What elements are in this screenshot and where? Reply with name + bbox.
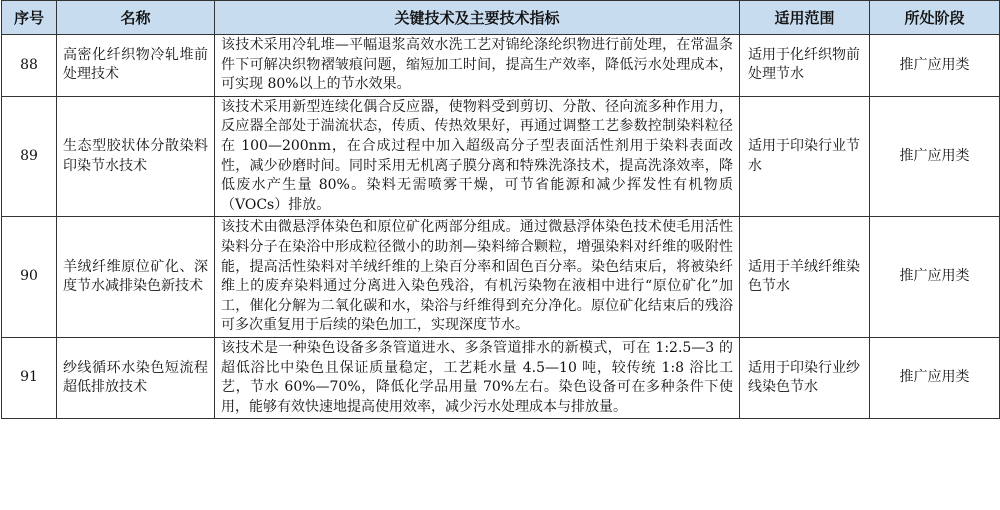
row-stage: 推广应用类 — [870, 96, 1000, 217]
row-num: 91 — [2, 337, 57, 418]
header-desc: 关键技术及主要技术指标 — [215, 1, 740, 35]
row-scope: 适用于印染行业节水 — [740, 96, 870, 217]
row-name: 纱线循环水染色短流程超低排放技术 — [57, 337, 215, 418]
row-scope: 适用于印染行业纱线染色节水 — [740, 337, 870, 418]
row-stage: 推广应用类 — [870, 35, 1000, 97]
row-stage: 推广应用类 — [870, 337, 1000, 418]
row-scope: 适用于化纤织物前处理节水 — [740, 35, 870, 97]
row-desc: 该技术是一种染色设备多条管道进水、多条管道排水的新模式，可在 1:2.5—3 的超低浴比中染色且保证质量稳定，工艺耗水量 4.5—10 吨，较传统 1:8 浴比工艺，节水 60%—70%，降低化学品用量 70%左右。染色设备可在多种条件下使用，能够有效快速地提高使用效率，减少污水处理成本与排放量。 — [215, 337, 740, 418]
table-row — [2, 35, 1000, 97]
table-row — [2, 337, 1000, 418]
row-num: 90 — [2, 217, 57, 338]
row-desc: 该技术采用新型连续化偶合反应器，使物料受到剪切、分散、径向流多种作用力，反应器全部处于湍流状态，传质、传热效果好，再通过调整工艺参数控制染料粒径在 100—200nm，在合成过程中加入超级高分子型表面活性剂用于染料表面改性，减少砂磨时间。同时采用无机离子膜分离和特殊洗涤技术，提高洗涤效率，降低废水产生量 80%。染料无需喷雾干燥，可节省能源和减少挥发性有机物质（VOCs）排放。 — [215, 96, 740, 217]
header-scope: 适用范围 — [740, 1, 870, 35]
row-stage: 推广应用类 — [870, 217, 1000, 338]
row-name: 羊绒纤维原位矿化、深度节水减排染色新技术 — [57, 217, 215, 338]
row-scope: 适用于羊绒纤维染色节水 — [740, 217, 870, 338]
header-num: 序号 — [2, 1, 57, 35]
row-name: 生态型胶状体分散染料印染节水技术 — [57, 96, 215, 217]
row-name: 高密化纤织物冷轧堆前处理技术 — [57, 35, 215, 97]
table-row — [2, 217, 1000, 338]
tech-table — [1, 0, 1000, 419]
row-num: 88 — [2, 35, 57, 97]
header-stage: 所处阶段 — [870, 1, 1000, 35]
header-name: 名称 — [57, 1, 215, 35]
table-header-row — [2, 1, 1000, 35]
table-row — [2, 96, 1000, 217]
row-desc: 该技术采用冷轧堆—平幅退浆高效水洗工艺对锦纶涤纶织物进行前处理，在常温条件下可解决织物褶皱痕问题，缩短加工时间，提高生产效率，降低污水处理成本，可实现 80%以上的节水效果。 — [215, 35, 740, 97]
row-desc: 该技术由微悬浮体染色和原位矿化两部分组成。通过微悬浮体染色技术使毛用活性染料分子在染浴中形成粒径微小的助剂—染料缔合颗粒，增强染料对纤维的吸附性能，提高活性染料对羊绒纤维的上染百分率和固色百分率。染色结束后，将被染纤维上的废弃染料通过分离进入染色残浴，有机污染物在液相中进行“原位矿化”加工，催化分解为二氧化碳和水，染浴与纤维得到充分净化。原位矿化结束后的残浴可多次重复用于后续的染色加工，实现深度节水。 — [215, 217, 740, 338]
row-num: 89 — [2, 96, 57, 217]
